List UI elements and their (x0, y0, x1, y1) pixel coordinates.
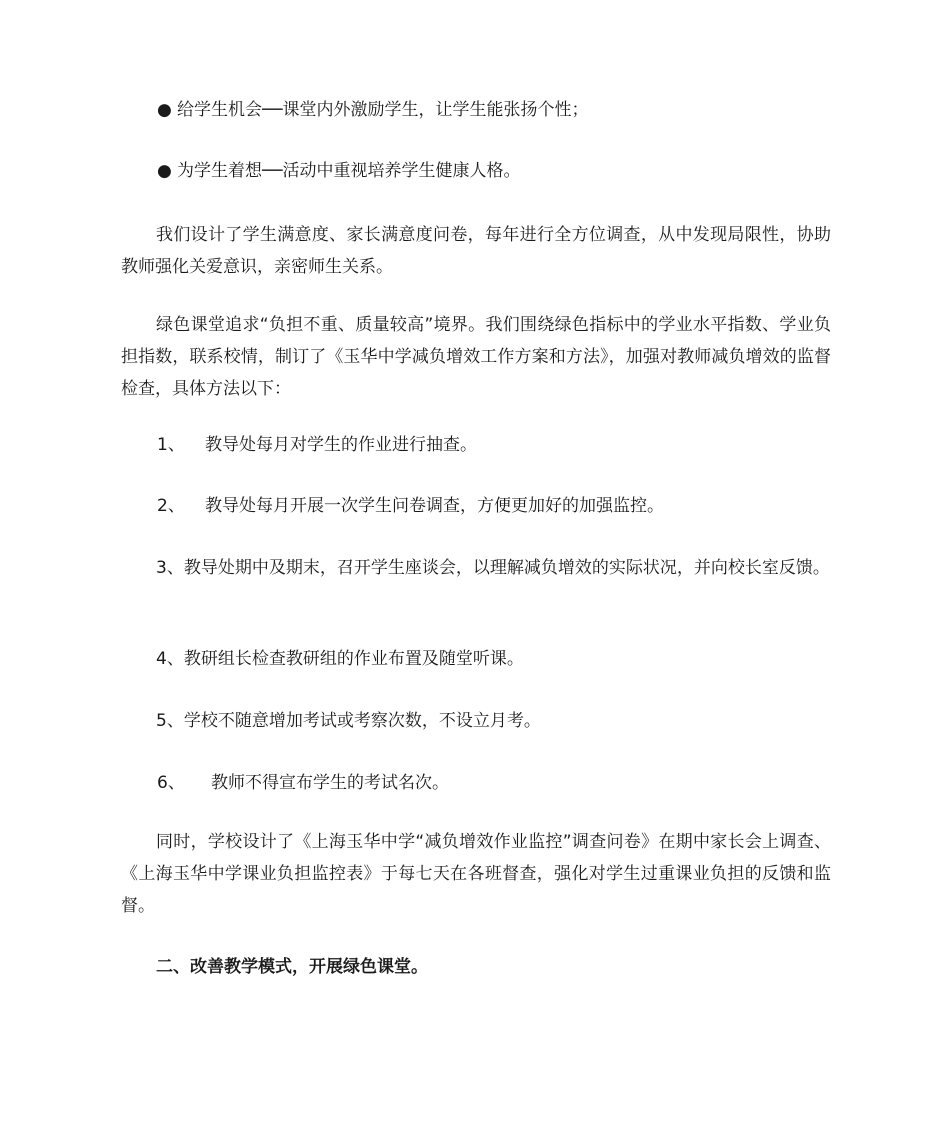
bullet-item (157, 155, 831, 187)
item-number: 5、 (156, 711, 184, 731)
bullet-text: 给学生机会──课堂内外激励学生，让学生能张扬个性； (177, 100, 589, 120)
bullet-item (157, 94, 831, 126)
numbered-item (157, 429, 831, 461)
item-text: 教导处每月对学生的作业进行抽查。 (205, 435, 477, 455)
numbered-item (157, 490, 831, 522)
item-text: 学校不随意增加考试或考察次数，不设立月考。 (183, 711, 541, 731)
item-text: 教导处每月开展一次学生问卷调查，方便更加好的加强监控。 (205, 496, 664, 516)
bullet-dot-icon: ● (157, 100, 172, 120)
item-number: 1、 (157, 435, 185, 455)
bullet-text: 为学生着想──活动中重视培养学生健康人格。 (177, 161, 521, 181)
paragraph: 绿色课堂追求“负担不重、质量较高”境界。我们围绕绿色指标中的学业水平指数、学业负担指数，联系校情，制订了《玉华中学减负增效工作方案和方法》，加强对教师减负增效的监督检查，具体方法以下： (121, 315, 831, 399)
section-heading: 二、改善教学模式，开展绿色课堂。 (156, 957, 428, 977)
item-text: 教导处期中及期末，召开学生座谈会，以理解减负增效的实际状况，并向校长室反馈。 (183, 558, 830, 578)
item-number: 4、 (156, 649, 184, 669)
item-text: 教研组长检查教研组的作业布置及随堂听课。 (183, 649, 524, 669)
numbered-item (121, 705, 831, 737)
numbered-item (121, 643, 831, 675)
bullet-dot-icon: ● (157, 161, 172, 181)
numbered-item (157, 767, 831, 799)
paragraph: 同时，学校设计了《上海玉华中学“减负增效作业监控”调查问卷》在期中家长会上调查、《上海玉华中学课业负担监控表》于每七天在各班督查，强化对学生过重课业负担的反馈和监督。 (121, 832, 831, 916)
item-number: 6、 (157, 773, 185, 793)
paragraph: 我们设计了学生满意度、家长满意度问卷，每年进行全方位调查，从中发现局限性，协助教师强化关爱意识，亲密师生关系。 (121, 225, 831, 277)
item-text: 教师不得宣布学生的考试名次。 (211, 773, 449, 793)
item-number: 2、 (157, 496, 185, 516)
numbered-item (121, 552, 831, 584)
item-number: 3、 (156, 558, 184, 578)
